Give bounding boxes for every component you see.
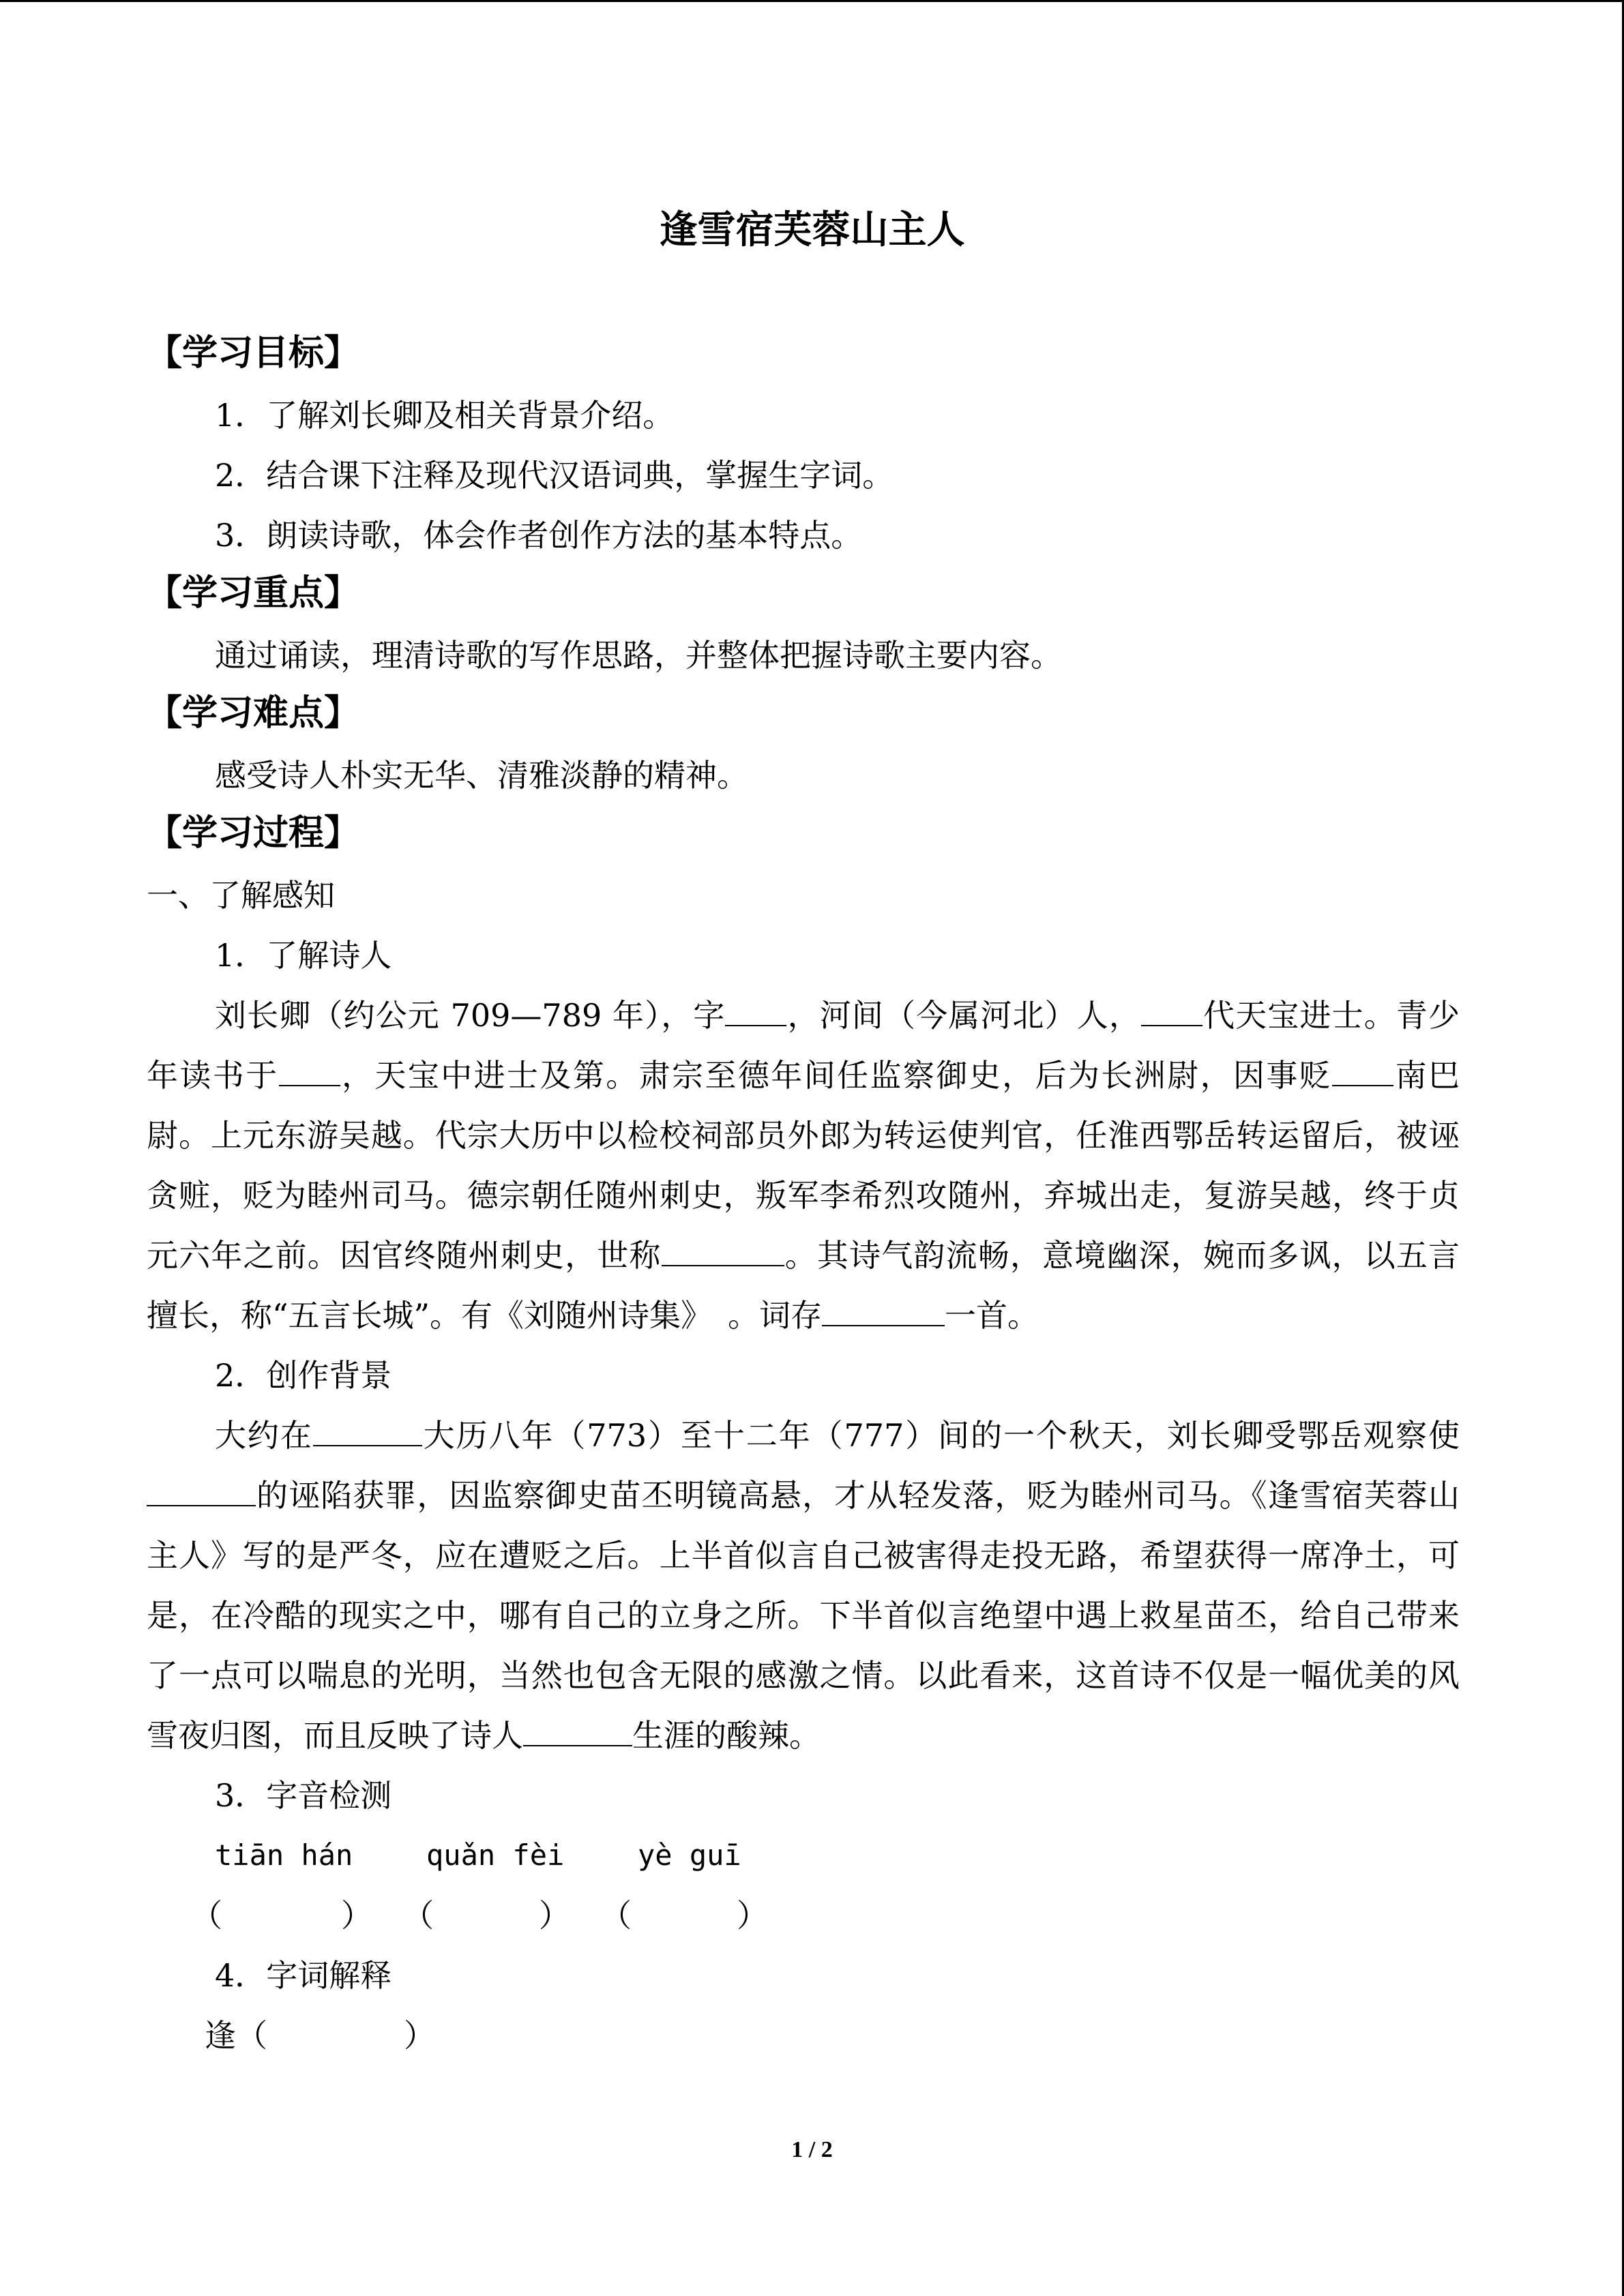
answer-paren-open: （ [600, 1897, 632, 1934]
fill-blank[interactable] [523, 1720, 632, 1746]
bio-text-6: 。其诗气韵流畅，意境幽深，婉而多讽，以五言擅长，称“五言长城”。有《刘随州诗集》 。词存 [147, 1237, 1460, 1334]
background-text-4: 生涯的酸辣。 [632, 1717, 821, 1754]
answer-paren-close: ） [737, 1897, 768, 1934]
answer-paren-open: （ [191, 1897, 222, 1934]
sub-4-heading: 4．字词解释 [215, 1957, 392, 1994]
poet-bio [147, 985, 1460, 1345]
page-number: 1 / 2 [791, 2137, 833, 2162]
fill-blank[interactable] [1332, 1060, 1393, 1086]
heading-process: 【学习过程】 [147, 813, 360, 854]
background-text-3: 的诬陷获罪，因监察御史苗丕明镜高悬，才从轻发落，贬为睦州司马。《逢雪宿芙蓉山主人》写的是严冬，应在遭贬之后。上半首似言自己被害得走投无路，希望获得一席净土，可是，在冷酷的现实之中，哪有自己的立身之所。下半首似言绝望中遇上救星苗丕，给自己带来了一点可以喘息的光明，当然也包含无限的感激之情。以此看来，这首诗不仅是一幅优美的风雪夜归图，而且反映了诗人 [147, 1477, 1460, 1754]
background-text-1: 大约在 [215, 1417, 313, 1454]
sub-3-heading: 3．字音检测 [215, 1777, 392, 1814]
heading-key: 【学习重点】 [147, 573, 360, 614]
heading-difficulty: 【学习难点】 [147, 693, 360, 734]
answer-paren-open: （ [402, 1897, 434, 1934]
page-title: 逢雪宿芙蓉山主人 [659, 208, 965, 252]
bio-text-1: 刘长卿（约公元 709—789 年），字 [215, 997, 726, 1034]
pinyin-2: quǎn fèi [426, 1838, 565, 1872]
sub-1-heading: 1．了解诗人 [215, 937, 392, 974]
word-explain-item [205, 2015, 435, 2056]
background-text [147, 1405, 1460, 1765]
goal-item-3: 3．朗读诗歌，体会作者创作方法的基本特点。 [215, 517, 863, 554]
bio-text-7: 一首。 [945, 1297, 1039, 1334]
answer-paren-close: ） [341, 1897, 372, 1934]
fill-blank[interactable] [1141, 1000, 1202, 1026]
fill-blank[interactable] [662, 1240, 784, 1266]
difficulty-text: 感受诗人朴实无华、清雅淡静的精神。 [215, 757, 748, 794]
heading-goals: 【学习目标】 [147, 333, 360, 374]
sub-2-heading: 2．创作背景 [215, 1357, 392, 1394]
goal-item-1: 1．了解刘长卿及相关背景介绍。 [215, 397, 675, 434]
part-1-heading: 一、了解感知 [147, 877, 335, 914]
bio-text-2: ，河间（今属河北）人， [786, 997, 1141, 1034]
bio-text-4: ，天宝中进士及第。肃宗至德年间任监察御史，后为长洲尉，因事贬 [340, 1057, 1333, 1094]
fill-blank[interactable] [725, 1000, 786, 1026]
word-close: ） [404, 2017, 435, 2054]
fill-blank[interactable] [147, 1480, 256, 1506]
fill-blank[interactable] [313, 1420, 422, 1446]
answer-paren-close: ） [539, 1897, 570, 1934]
background-text-2: 大历八年（773）至十二年（777）间的一个秋天，刘长卿受鄂岳观察使 [422, 1417, 1460, 1454]
bio-text-5: 南巴尉。上元东游吴越。代宗大历中以检校祠部员外郎为转运使判官，任淮西鄂岳转运留后，被诬贪赃，贬为睦州司马。德宗朝任随州刺史，叛军李希烈攻随州，弃城出走，复游吴越，终于贞元六年之前。因官终随州刺史，世称 [147, 1057, 1460, 1274]
fill-blank[interactable] [822, 1300, 945, 1326]
key-text: 通过诵读，理清诗歌的写作思路，并整体把握诗歌主要内容。 [215, 637, 1062, 674]
bio-text-3: 代天宝进士。青少年读书于 [147, 997, 1460, 1094]
fill-blank[interactable] [279, 1060, 340, 1086]
pinyin-1: tiān hán [215, 1838, 353, 1872]
goal-item-2: 2．结合课下注释及现代汉语词典，掌握生字词。 [215, 457, 894, 494]
pinyin-3: yè guī [638, 1838, 741, 1872]
word-label: 逢（ [205, 2017, 267, 2054]
